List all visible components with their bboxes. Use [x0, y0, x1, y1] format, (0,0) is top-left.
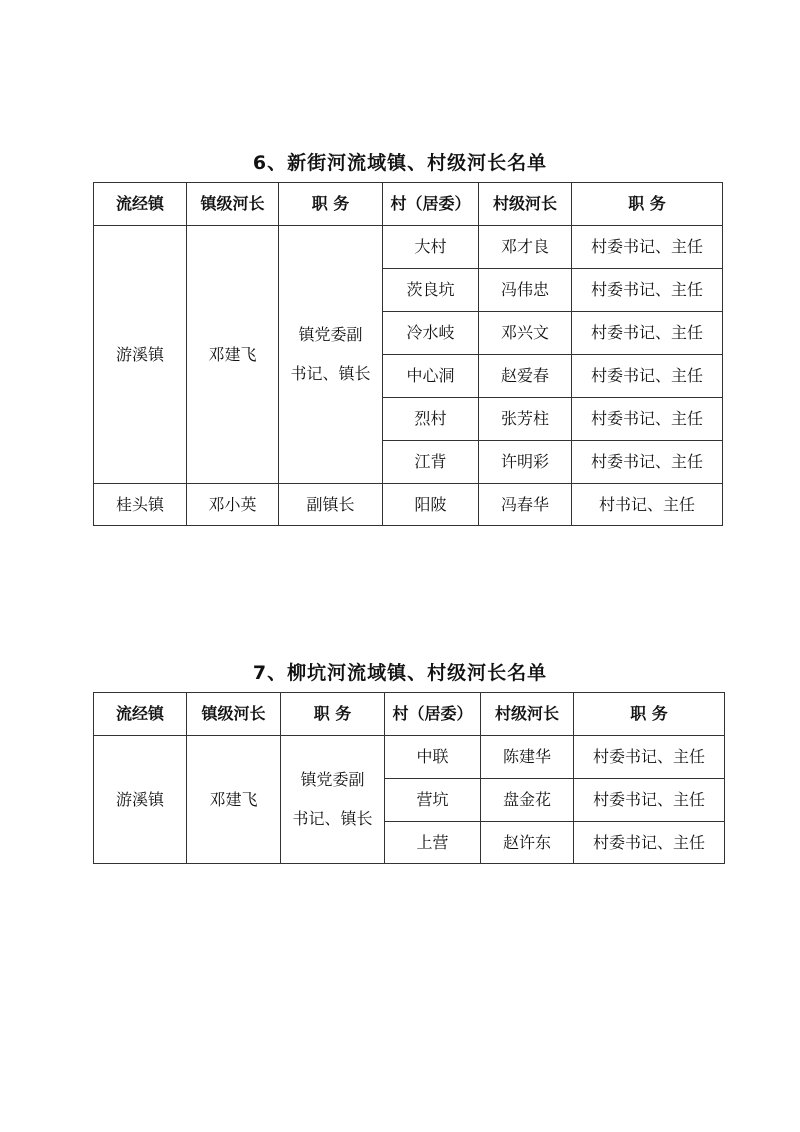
- village-cell: 中联: [385, 736, 481, 779]
- village-duty-cell: 村委书记、主任: [572, 312, 723, 355]
- village-chief-cell: 冯春华: [479, 484, 572, 526]
- village-cell: 茨良坑: [383, 269, 479, 312]
- town-chief-cell: 邓小英: [187, 484, 279, 526]
- table-row: [94, 736, 725, 779]
- village-duty-cell: 村委书记、主任: [574, 822, 725, 864]
- header-village: 村（居委）: [383, 183, 479, 226]
- town-cell: 游溪镇: [94, 226, 187, 484]
- table-header-row: [94, 693, 725, 736]
- header-town: 流经镇: [94, 183, 187, 226]
- village-chief-cell: 赵爱春: [479, 355, 572, 398]
- village-cell: 烈村: [383, 398, 479, 441]
- village-cell: 营坑: [385, 779, 481, 822]
- town-duty-cell: [279, 226, 383, 484]
- header-town: 流经镇: [94, 693, 187, 736]
- header-village: 村（居委）: [385, 693, 481, 736]
- town-duty-line1: 镇党委副: [300, 770, 365, 790]
- village-chief-cell: 陈建华: [481, 736, 574, 779]
- header-village-chief: 村级河长: [479, 183, 572, 226]
- header-village-chief: 村级河长: [481, 693, 574, 736]
- header-town-duty: 职 务: [279, 183, 383, 226]
- village-duty-cell: 村委书记、主任: [572, 398, 723, 441]
- village-duty-cell: 村委书记、主任: [572, 269, 723, 312]
- header-village-duty: 职 务: [572, 183, 723, 226]
- village-cell: 大村: [383, 226, 479, 269]
- village-chief-cell: 许明彩: [479, 441, 572, 484]
- section7-table: [93, 692, 725, 864]
- town-chief-cell: 邓建飞: [187, 736, 281, 864]
- header-town-duty: 职 务: [281, 693, 385, 736]
- town-chief-cell: 邓建飞: [187, 226, 279, 484]
- village-cell: 冷水岐: [383, 312, 479, 355]
- town-duty-cell: 副镇长: [279, 484, 383, 526]
- village-cell: 上营: [385, 822, 481, 864]
- village-duty-cell: 村委书记、主任: [574, 779, 725, 822]
- header-town-chief: 镇级河长: [187, 183, 279, 226]
- town-duty-cell: [281, 736, 385, 864]
- table-header-row: [94, 183, 723, 226]
- town-duty-line2: 书记、镇长: [292, 808, 373, 828]
- village-chief-cell: 邓兴文: [479, 312, 572, 355]
- village-chief-cell: 邓才良: [479, 226, 572, 269]
- village-cell: 中心洞: [383, 355, 479, 398]
- table-row: [94, 226, 723, 269]
- village-duty-cell: 村委书记、主任: [572, 355, 723, 398]
- town-cell: 游溪镇: [94, 736, 187, 864]
- town-duty-line2: 书记、镇长: [290, 363, 371, 383]
- village-duty-cell: 村委书记、主任: [572, 226, 723, 269]
- village-duty-cell: 村委书记、主任: [574, 736, 725, 779]
- village-cell: 江背: [383, 441, 479, 484]
- village-chief-cell: 盘金花: [481, 779, 574, 822]
- town-cell: 桂头镇: [94, 484, 187, 526]
- section6-table: [93, 182, 723, 526]
- section7-title: 7、柳坑河流域镇、村级河长名单: [252, 662, 548, 684]
- header-town-chief: 镇级河长: [187, 693, 281, 736]
- table-row: [94, 484, 723, 526]
- village-cell: 阳陂: [383, 484, 479, 526]
- village-duty-cell: 村委书记、主任: [572, 441, 723, 484]
- town-duty-line1: 镇党委副: [298, 325, 363, 345]
- village-duty-cell: 村书记、主任: [572, 484, 723, 526]
- section6-title: 6、新街河流域镇、村级河长名单: [252, 152, 548, 174]
- village-chief-cell: 冯伟忠: [479, 269, 572, 312]
- village-chief-cell: 张芳柱: [479, 398, 572, 441]
- header-village-duty: 职 务: [574, 693, 725, 736]
- village-chief-cell: 赵许东: [481, 822, 574, 864]
